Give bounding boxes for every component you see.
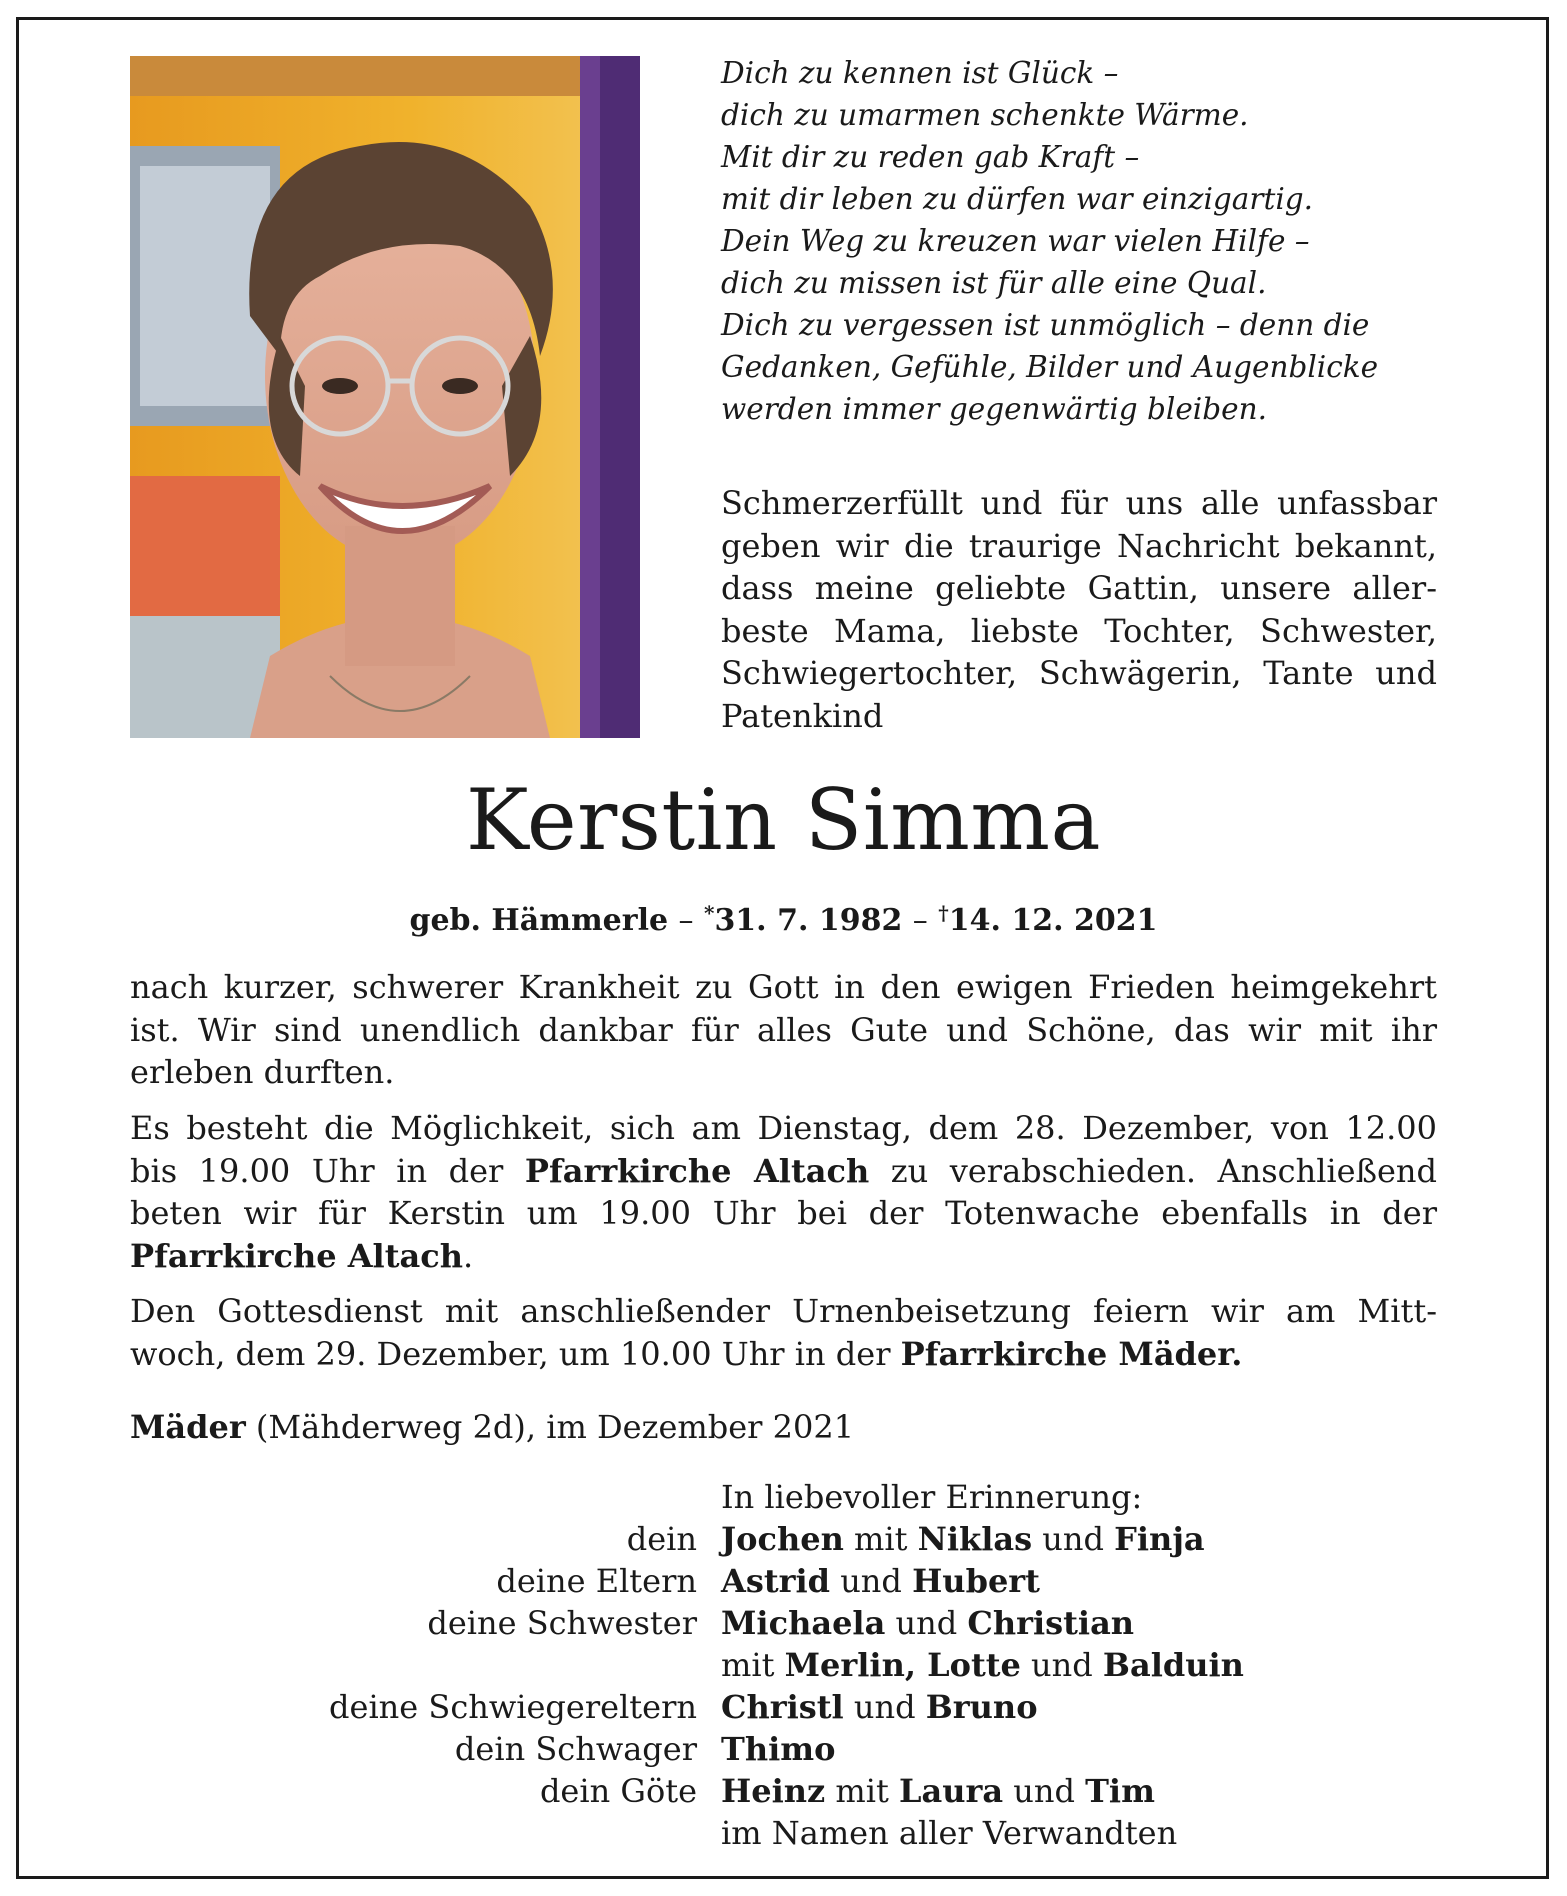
poem-line: Dich zu kennen ist Glück – bbox=[721, 56, 1119, 90]
relation-label: deine Schwiegereltern bbox=[329, 1688, 697, 1726]
poem-line: Dein Weg zu kreuzen war vielen Hilfe – bbox=[721, 224, 1310, 258]
mourner-names bbox=[721, 1602, 1134, 1644]
text: . bbox=[462, 1236, 474, 1275]
town: Mäder bbox=[130, 1408, 246, 1446]
death-symbol: † bbox=[938, 901, 949, 925]
paragraph-line bbox=[130, 1235, 1437, 1278]
intro-line: Patenkind bbox=[721, 696, 884, 735]
life-dates bbox=[0, 893, 1567, 941]
paragraph-service bbox=[130, 1290, 1437, 1375]
mourner-names bbox=[721, 1644, 1244, 1686]
church-maeder: Pfarrkirche Mäder. bbox=[900, 1334, 1243, 1373]
intro-line: geben wir die traurige Nachricht bekannt, bbox=[721, 526, 1437, 565]
paragraph-line: erleben durften. bbox=[130, 1053, 395, 1091]
poem-line: Gedanken, Gefühle, Bilder und Augenblicke bbox=[721, 350, 1379, 384]
mourner: Christian bbox=[967, 1604, 1135, 1642]
text: und bbox=[830, 1562, 913, 1600]
intro-line: Schmerzerfüllt und für uns alle unfassbar bbox=[721, 484, 1437, 522]
church-altach: Pfarrkirche Altach bbox=[524, 1151, 870, 1190]
mourner-names bbox=[721, 1686, 1038, 1728]
mourner: Hubert bbox=[912, 1562, 1040, 1600]
text: und bbox=[1032, 1520, 1115, 1558]
mourner: Astrid bbox=[721, 1562, 831, 1600]
mourner-names bbox=[721, 1728, 835, 1770]
mourner: Balduin bbox=[1102, 1646, 1244, 1684]
mourner: Heinz bbox=[721, 1772, 826, 1810]
text: mit bbox=[825, 1772, 899, 1810]
mourner-names bbox=[721, 1560, 1040, 1602]
text: und bbox=[1020, 1646, 1103, 1684]
mourner: Merlin, Lotte bbox=[784, 1646, 1021, 1684]
poem-line: Mit dir zu reden gab Kraft – bbox=[721, 140, 1140, 174]
intro-line: dass meine geliebte Gattin, unsere aller- bbox=[721, 569, 1437, 607]
mourner: Jochen bbox=[721, 1520, 844, 1558]
intro-line: beste Mama, liebste Tochter, Schwester, bbox=[721, 611, 1437, 650]
text: bis 19.00 Uhr in der bbox=[130, 1151, 525, 1190]
relation-label: deine Schwester bbox=[427, 1604, 697, 1642]
address-date: (Mähderweg 2d), im Dezember 2021 bbox=[245, 1408, 855, 1446]
mourner: Michaela bbox=[721, 1604, 886, 1642]
mourner: Tim bbox=[1085, 1772, 1155, 1810]
poem-line: dich zu missen ist für alle eine Qual. bbox=[721, 266, 1267, 300]
poem-line: mit dir leben zu dürfen war einzigartig. bbox=[721, 182, 1314, 216]
mourner: Laura bbox=[898, 1772, 1004, 1810]
paragraph-line: beten wir für Kerstin um 19.00 Uhr bei der Totenwache ebenfalls in der bbox=[130, 1194, 1437, 1232]
birth-date: 31. 7. 1982 bbox=[714, 903, 903, 938]
text: woch, dem 29. Dezember, um 10.00 Uhr in der bbox=[130, 1334, 901, 1373]
intro-line: Schwiegertochter, Schwägerin, Tante und bbox=[721, 654, 1437, 692]
portrait-illustration bbox=[130, 56, 640, 738]
paragraph-line: nach kurzer, schwerer Krankheit zu Gott in den ewigen Frieden heimgekehrt bbox=[130, 968, 1437, 1006]
paragraph-farewell bbox=[130, 1107, 1437, 1277]
text: und bbox=[843, 1688, 926, 1726]
portrait-photo bbox=[130, 56, 640, 738]
paragraph-line: Es besteht die Möglichkeit, sich am Dienstag, dem 28. Dezember, von 12.00 bbox=[130, 1109, 1437, 1147]
paragraph-death-notice bbox=[130, 966, 1437, 1094]
mourner: Finja bbox=[1114, 1520, 1205, 1558]
mourner: Niklas bbox=[917, 1520, 1033, 1558]
birth-name: geb. Hämmerle bbox=[409, 903, 669, 938]
dash: – bbox=[678, 903, 694, 938]
relation-label: dein bbox=[626, 1520, 697, 1558]
text: mit bbox=[843, 1520, 918, 1558]
paragraph-line bbox=[130, 1333, 1437, 1376]
poem-line: werden immer gegenwärtig bleiben. bbox=[721, 392, 1267, 426]
relation-label: dein Göte bbox=[539, 1772, 697, 1810]
dash: – bbox=[912, 903, 928, 938]
death-date: 14. 12. 2021 bbox=[948, 903, 1158, 938]
poem bbox=[721, 52, 1441, 430]
birth-symbol: * bbox=[703, 901, 715, 925]
signature-closing: im Namen aller Verwandten bbox=[721, 1814, 1178, 1852]
mourner: Bruno bbox=[925, 1688, 1038, 1726]
mourner-names bbox=[721, 1518, 1205, 1560]
mourner: Thimo bbox=[721, 1730, 836, 1768]
paragraph-line: Den Gottesdienst mit anschließender Urnenbeisetzung feiern wir am Mitt- bbox=[130, 1292, 1437, 1330]
mourner-names bbox=[721, 1770, 1155, 1812]
poem-line: Dich zu vergessen ist unmöglich – denn die bbox=[721, 308, 1370, 342]
paragraph-line bbox=[130, 1150, 1437, 1193]
text: und bbox=[1003, 1772, 1086, 1810]
deceased-name: Kerstin Simma bbox=[465, 771, 1102, 869]
place-line bbox=[130, 1406, 1437, 1449]
mourner: Christl bbox=[721, 1688, 844, 1726]
place-date bbox=[130, 1406, 1437, 1449]
text: und bbox=[885, 1604, 968, 1642]
paragraph-line: ist. Wir sind unendlich dankbar für alles Gute und Schöne, das wir mit ihr bbox=[130, 1010, 1437, 1049]
text: mit bbox=[721, 1646, 785, 1684]
signature-heading: In liebevoller Erinnerung: bbox=[721, 1478, 1143, 1516]
intro-text bbox=[721, 482, 1437, 737]
church-altach: Pfarrkirche Altach bbox=[130, 1236, 463, 1275]
text: zu verabschieden. Anschließend bbox=[869, 1151, 1438, 1190]
poem-line: dich zu umarmen schenkte Wärme. bbox=[721, 98, 1249, 132]
relation-label: dein Schwager bbox=[454, 1730, 697, 1768]
relation-label: deine Eltern bbox=[496, 1562, 697, 1600]
